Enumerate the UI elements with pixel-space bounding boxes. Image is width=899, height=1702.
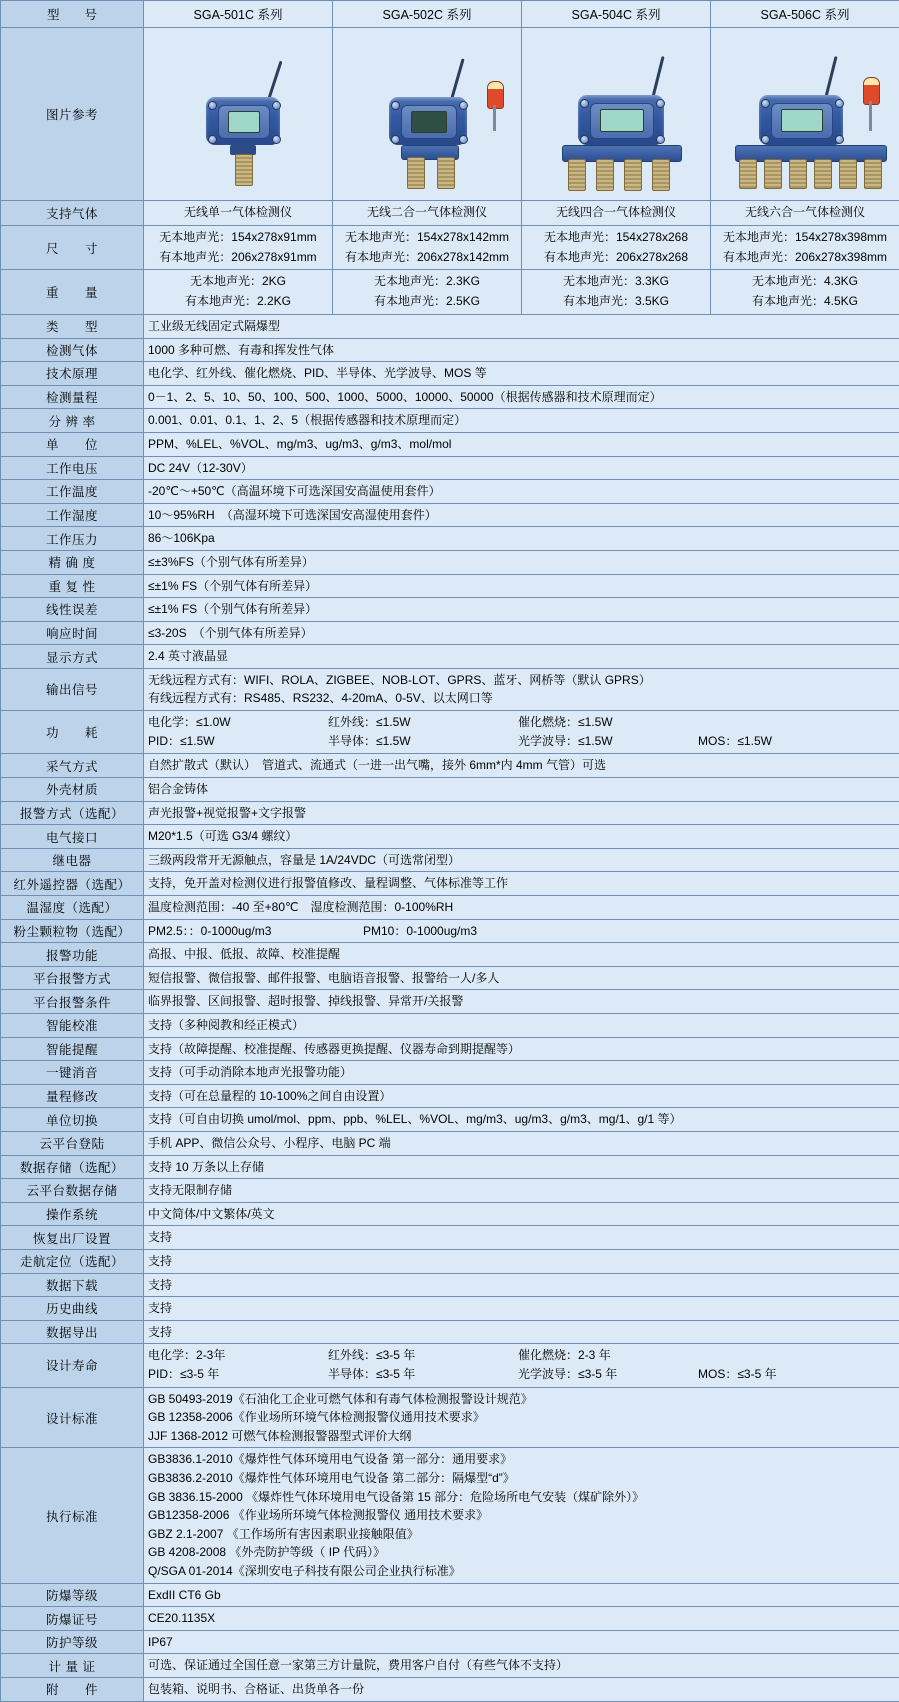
bolt-icon — [272, 101, 281, 110]
table-row-repeatability — [1, 574, 899, 598]
product-image-501c — [144, 28, 333, 201]
row-label-data-download: 数据下载 — [1, 1273, 144, 1297]
bolt-icon — [459, 135, 468, 144]
product-image-502c — [333, 28, 522, 201]
bolt-icon — [580, 135, 589, 144]
table-row-sampling — [1, 754, 899, 778]
alarm-pole — [869, 101, 872, 131]
support-gas-506c: 无线六合一气体检测仪 — [711, 201, 899, 226]
weight-no-alarm: 无本地声光：4.3KG — [715, 272, 895, 292]
bolt-icon — [391, 135, 400, 144]
row-label-work-temp: 工作温度 — [1, 480, 144, 504]
row-label-detect-gas: 检测气体 — [1, 338, 144, 362]
bolt-icon — [391, 101, 400, 110]
row-value-os: 中文简体/中文繁体/英文 — [144, 1202, 899, 1226]
power-value: ≤1.5W — [376, 734, 411, 748]
table-row-accuracy — [1, 550, 899, 574]
power-key: 半导体： — [328, 734, 376, 748]
row-value-shell-material: 铝合金铸体 — [144, 778, 899, 802]
exec-standard-line: GB3836.1-2010《爆炸性气体环境用电气设备 第一部分：通用要求》 — [148, 1450, 895, 1469]
row-label-output-signal: 输出信号 — [1, 668, 144, 710]
table-row-dust — [1, 919, 899, 943]
display-screen — [600, 109, 644, 132]
table-row-range-modify — [1, 1084, 899, 1108]
bolt-icon — [656, 99, 665, 108]
lifetime-optical — [518, 1365, 698, 1384]
design-standard-line: GB 50493-2019《石油化工企业可燃气体和有毒气体检测报警设计规范》 — [148, 1390, 895, 1409]
row-label-history-curve: 历史曲线 — [1, 1297, 144, 1321]
sensor-probe — [407, 157, 425, 189]
product-image-506c — [711, 28, 899, 201]
table-row-relay — [1, 848, 899, 872]
row-label-work-humidity: 工作湿度 — [1, 503, 144, 527]
row-label-range-modify: 量程修改 — [1, 1084, 144, 1108]
sensor-probe — [839, 159, 857, 189]
row-value-ex-cert-no: CE20.1135X — [144, 1607, 899, 1631]
row-value-response-time: ≤3-20S （个别气体有所差异） — [144, 621, 899, 645]
table-row-temp-humidity — [1, 896, 899, 920]
sensor-probe — [596, 159, 614, 191]
row-label-electrical-interface: 电气接口 — [1, 825, 144, 849]
lifetime-electrochemical — [148, 1346, 328, 1365]
row-value-range-modify: 支持（可在总量程的 10-100%之间自由设置） — [144, 1084, 899, 1108]
dust-line — [148, 922, 895, 941]
row-label-alarm-function: 报警功能 — [1, 943, 144, 967]
row-value-electrical-interface: M20*1.5（可选 G3/4 螺纹） — [144, 825, 899, 849]
detector-illustration-quad — [526, 35, 716, 195]
row-label-ex-grade: 防爆等级 — [1, 1583, 144, 1607]
row-label-lifetime: 设计寿命 — [1, 1344, 144, 1387]
row-label-repeatability: 重 复 性 — [1, 574, 144, 598]
lifetime-value: 2-3 年 — [578, 1348, 611, 1362]
lifetime-value: ≤3-5 年 — [376, 1367, 415, 1381]
table-row-platform-alarm-condition — [1, 990, 899, 1014]
bolt-icon — [272, 135, 281, 144]
weight-506c — [711, 270, 899, 315]
size-with-alarm: 有本地声光：206x278x268 — [526, 248, 706, 268]
weight-502c — [333, 270, 522, 315]
row-label-data-storage: 数据存储（选配） — [1, 1155, 144, 1179]
row-value-alarm-mode: 声光报警+视觉报警+文字报警 — [144, 801, 899, 825]
lifetime-catalytic — [518, 1346, 611, 1365]
table-row-one-key-mute — [1, 1061, 899, 1085]
table-row-response-time — [1, 621, 899, 645]
table-row-ex-cert-no — [1, 1607, 899, 1631]
row-value-temp-humidity: 温度检测范围：-40 至+80℃ 湿度检测范围：0-100%RH — [144, 896, 899, 920]
lifetime-key: 催化燃烧： — [518, 1348, 578, 1362]
row-value-accuracy: ≤±3%FS（个别气体有所差异） — [144, 550, 899, 574]
exec-standard-line: GB 3836.15-2000 《爆炸性气体环境用电气设备第 15 部分：危险场所电气安装（煤矿除外）》 — [148, 1488, 895, 1507]
table-row-weight — [1, 270, 899, 315]
lifetime-mos — [698, 1365, 777, 1384]
row-label-accuracy: 精 确 度 — [1, 550, 144, 574]
row-label-dust: 粉尘颗粒物（选配） — [1, 919, 144, 943]
row-value-platform-alarm-mode: 短信报警、微信报警、邮件报警、电脑语音报警、报警给一人/多人 — [144, 966, 899, 990]
row-label-support-gas: 支持气体 — [1, 201, 144, 226]
row-label-resolution: 分 辨 率 — [1, 409, 144, 433]
size-no-alarm: 无本地声光：154x278x142mm — [337, 228, 517, 248]
size-with-alarm: 有本地声光：206x278x398mm — [715, 248, 895, 268]
row-label-exec-standard: 执行标准 — [1, 1448, 144, 1583]
row-label-ex-cert-no: 防爆证号 — [1, 1607, 144, 1631]
row-label-factory-reset: 恢复出厂设置 — [1, 1226, 144, 1250]
row-label-data-export: 数据导出 — [1, 1320, 144, 1344]
row-value-cloud-login: 手机 APP、微信公众号、小程序、电脑 PC 端 — [144, 1131, 899, 1155]
bolt-icon — [656, 135, 665, 144]
sensor-probe — [652, 159, 670, 191]
sensor-probe — [739, 159, 757, 189]
table-row-power — [1, 711, 899, 754]
table-row-alarm-mode — [1, 801, 899, 825]
display-screen — [228, 111, 260, 133]
power-infrared — [328, 713, 518, 732]
sensor-probe — [437, 157, 455, 189]
table-row-cloud-storage — [1, 1179, 899, 1203]
lifetime-line-2 — [148, 1365, 895, 1384]
lifetime-value: ≤3-5 年 — [578, 1367, 617, 1381]
row-label-alarm-mode: 报警方式（选配） — [1, 801, 144, 825]
row-value-platform-alarm-condition: 临界报警、区间报警、超时报警、掉线报警、异常开/关报警 — [144, 990, 899, 1014]
bolt-icon — [835, 135, 844, 144]
row-value-alarm-function: 高报、中报、低报、故障、校准提醒 — [144, 943, 899, 967]
row-value-smart-calibration: 支持（多种阅教和经正模式） — [144, 1013, 899, 1037]
row-value-ip-grade: IP67 — [144, 1630, 899, 1654]
row-label-platform-alarm-mode: 平台报警方式 — [1, 966, 144, 990]
table-row-platform-alarm-mode — [1, 966, 899, 990]
row-label-response-time: 响应时间 — [1, 621, 144, 645]
display-screen — [781, 109, 823, 132]
table-row-design-standard — [1, 1387, 899, 1448]
row-label-smart-reminder: 智能提醒 — [1, 1037, 144, 1061]
row-label-type: 类 型 — [1, 314, 144, 338]
table-row-electrical-interface — [1, 825, 899, 849]
table-row-lifetime — [1, 1344, 899, 1387]
power-pid — [148, 732, 328, 751]
exec-standard-line: GB3836.2-2010《爆炸性气体环境用电气设备 第二部分：隔爆型“d”》 — [148, 1469, 895, 1488]
exec-standard-line: GB12358-2006 《作业场所环境气体检测报警仪 通用技术要求》 — [148, 1506, 895, 1525]
detector-illustration-hex — [715, 35, 899, 195]
support-gas-504c: 无线四合一气体检测仪 — [522, 201, 711, 226]
table-row-tech-principle — [1, 362, 899, 386]
row-label-weight: 重 量 — [1, 270, 144, 315]
lifetime-key: 光学波导： — [518, 1367, 578, 1381]
exec-standard-line: Q/SGA 01-2014《深圳安电子科技有限公司企业执行标准》 — [148, 1562, 895, 1581]
power-key: 催化燃烧： — [518, 715, 578, 729]
row-value-data-download: 支持 — [144, 1273, 899, 1297]
support-gas-501c: 无线单一气体检测仪 — [144, 201, 333, 226]
size-with-alarm: 有本地声光：206x278x91mm — [148, 248, 328, 268]
sensor-probe — [789, 159, 807, 189]
row-label-model: 型 号 — [1, 1, 144, 28]
weight-no-alarm: 无本地声光：2KG — [148, 272, 328, 292]
sensor-probe — [864, 159, 882, 189]
table-row-unit-switch — [1, 1108, 899, 1132]
power-key: 电化学： — [148, 715, 196, 729]
row-value-metrology-cert: 可选、保证通过全国任意一家第三方计量院，费用客户自付（有些气体不支持） — [144, 1654, 899, 1678]
sensor-probe — [568, 159, 586, 191]
row-label-tech-principle: 技术原理 — [1, 362, 144, 386]
row-value-tech-principle: 电化学、红外线、催化燃烧、PID、半导体、光学波导、MOS 等 — [144, 362, 899, 386]
product-image-504c — [522, 28, 711, 201]
row-label-platform-alarm-condition: 平台报警条件 — [1, 990, 144, 1014]
power-value: ≤1.0W — [196, 715, 231, 729]
row-value-mobile-positioning: 支持 — [144, 1249, 899, 1273]
power-line-1 — [148, 713, 895, 732]
row-value-unit-switch: 支持（可自由切换 umol/mol、ppm、ppb、%LEL、%VOL、mg/m3、ug/m3、g/m3、mg/1、g/1 等） — [144, 1108, 899, 1132]
table-row-smart-calibration — [1, 1013, 899, 1037]
table-row-ip-grade — [1, 1630, 899, 1654]
table-row-ex-grade — [1, 1583, 899, 1607]
power-line-2 — [148, 732, 895, 751]
weight-no-alarm: 无本地声光：2.3KG — [337, 272, 517, 292]
size-no-alarm: 无本地声光：154x278x268 — [526, 228, 706, 248]
bolt-icon — [580, 99, 589, 108]
weight-no-alarm: 无本地声光：3.3KG — [526, 272, 706, 292]
lifetime-value: ≤3-5 年 — [376, 1348, 415, 1362]
weight-with-alarm: 有本地声光：2.5KG — [337, 292, 517, 312]
table-row-os — [1, 1202, 899, 1226]
bolt-icon — [208, 101, 217, 110]
row-label-voltage: 工作电压 — [1, 456, 144, 480]
row-label-mobile-positioning: 走航定位（选配） — [1, 1249, 144, 1273]
design-standard-line: JJF 1368-2012 可燃气体检测报警器型式评价大纲 — [148, 1427, 895, 1446]
model-501c: SGA-501C 系列 — [144, 1, 333, 28]
weight-501c — [144, 270, 333, 315]
bolt-icon — [761, 99, 770, 108]
lifetime-key: 电化学： — [148, 1348, 196, 1362]
table-row-mobile-positioning — [1, 1249, 899, 1273]
table-row-model — [1, 1, 899, 28]
power-value: ≤1.5W — [737, 734, 772, 748]
lifetime-line-1 — [148, 1346, 895, 1365]
table-row-work-temp — [1, 480, 899, 504]
bolt-icon — [761, 135, 770, 144]
size-504c — [522, 225, 711, 270]
table-row-size — [1, 225, 899, 270]
row-label-power: 功 耗 — [1, 711, 144, 754]
row-value-unit: PPM、%LEL、%VOL、mg/m3、ug/m3、g/m3、mol/mol — [144, 432, 899, 456]
row-value-detect-gas: 1000 多种可燃、有毒和挥发性气体 — [144, 338, 899, 362]
row-value-accessories: 包装箱、说明书、合格证、出货单各一份 — [144, 1677, 899, 1701]
table-row-smart-reminder — [1, 1037, 899, 1061]
table-row-accessories — [1, 1677, 899, 1701]
size-501c — [144, 225, 333, 270]
sensor-probe — [764, 159, 782, 189]
row-value-repeatability: ≤±1% FS（个别气体有所差异） — [144, 574, 899, 598]
table-row-data-storage — [1, 1155, 899, 1179]
row-label-image-reference: 图片参考 — [1, 28, 144, 201]
support-gas-502c: 无线二合一气体检测仪 — [333, 201, 522, 226]
power-mos — [698, 732, 772, 751]
detector-illustration-single — [148, 35, 338, 195]
row-label-os: 操作系统 — [1, 1202, 144, 1226]
row-label-design-standard: 设计标准 — [1, 1387, 144, 1448]
row-value-relay: 三级两段常开无源触点，容量是 1A/24VDC（可选常闭型） — [144, 848, 899, 872]
weight-with-alarm: 有本地声光：3.5KG — [526, 292, 706, 312]
table-row-cloud-login — [1, 1131, 899, 1155]
lifetime-key: PID： — [148, 1367, 180, 1381]
row-value-one-key-mute: 支持（可手动消除本地声光报警功能） — [144, 1061, 899, 1085]
alarm-pole — [493, 105, 496, 131]
row-label-unit-switch: 单位切换 — [1, 1108, 144, 1132]
size-no-alarm: 无本地声光：154x278x398mm — [715, 228, 895, 248]
row-value-factory-reset: 支持 — [144, 1226, 899, 1250]
row-value-resolution: 0.001、0.01、0.1、1、2、5（根据传感器和技术原理而定） — [144, 409, 899, 433]
row-value-data-storage: 支持 10 万条以上存储 — [144, 1155, 899, 1179]
row-label-display: 显示方式 — [1, 645, 144, 669]
table-row-type — [1, 314, 899, 338]
row-value-history-curve: 支持 — [144, 1297, 899, 1321]
table-row-work-pressure — [1, 527, 899, 551]
row-label-range: 检测量程 — [1, 385, 144, 409]
power-semiconductor — [328, 732, 518, 751]
table-row-alarm-function — [1, 943, 899, 967]
row-value-exec-standard — [144, 1448, 899, 1583]
table-row-data-export — [1, 1320, 899, 1344]
power-key: MOS： — [698, 734, 737, 748]
row-label-shell-material: 外壳材质 — [1, 778, 144, 802]
row-value-ex-grade: ExdII CT6 Gb — [144, 1583, 899, 1607]
table-row-ir-remote — [1, 872, 899, 896]
lifetime-value: 2-3年 — [196, 1348, 225, 1362]
dust-pm25: PM2.5：：0-1000ug/m3 — [148, 922, 363, 941]
row-label-ip-grade: 防护等级 — [1, 1630, 144, 1654]
power-key: 光学波导： — [518, 734, 578, 748]
weight-with-alarm: 有本地声光：4.5KG — [715, 292, 895, 312]
power-value: ≤1.5W — [180, 734, 215, 748]
bolt-icon — [208, 135, 217, 144]
lifetime-value: ≤3-5 年 — [737, 1367, 776, 1381]
size-506c — [711, 225, 899, 270]
display-screen — [411, 111, 447, 133]
lifetime-infrared — [328, 1346, 518, 1365]
row-value-smart-reminder: 支持（故障提醒、校准提醒、传感器更换提醒、仪器寿命到期提醒等） — [144, 1037, 899, 1061]
row-label-size: 尺 寸 — [1, 225, 144, 270]
exec-standard-line: GB 4208-2008 《外壳防护等级（ IP 代码）》 — [148, 1543, 895, 1562]
power-key: PID： — [148, 734, 180, 748]
size-502c — [333, 225, 522, 270]
output-signal-wired: 有线远程方式有：RS485、RS232、4-20mA、0-5V、以太网口等 — [148, 689, 895, 708]
row-value-work-temp: -20℃～+50℃（高温环境下可选深国安高温使用套件） — [144, 480, 899, 504]
sensor-probe — [235, 154, 253, 186]
table-row-exec-standard — [1, 1448, 899, 1583]
power-electrochemical — [148, 713, 328, 732]
sensor-probe — [814, 159, 832, 189]
row-label-one-key-mute: 一键消音 — [1, 1061, 144, 1085]
row-label-ir-remote: 红外遥控器（选配） — [1, 872, 144, 896]
bolt-icon — [835, 99, 844, 108]
sensor-probe — [624, 159, 642, 191]
table-row-detect-gas — [1, 338, 899, 362]
table-row-data-download — [1, 1273, 899, 1297]
table-row-shell-material — [1, 778, 899, 802]
power-catalytic — [518, 713, 613, 732]
row-value-voltage: DC 24V（12-30V） — [144, 456, 899, 480]
row-label-cloud-storage: 云平台数据存储 — [1, 1179, 144, 1203]
power-optical — [518, 732, 698, 751]
row-value-cloud-storage: 支持无限制存储 — [144, 1179, 899, 1203]
row-label-work-pressure: 工作压力 — [1, 527, 144, 551]
row-label-smart-calibration: 智能校准 — [1, 1013, 144, 1037]
row-label-temp-humidity: 温湿度（选配） — [1, 896, 144, 920]
row-value-dust — [144, 919, 899, 943]
lifetime-value: ≤3-5 年 — [180, 1367, 219, 1381]
table-row-unit — [1, 432, 899, 456]
row-label-sampling: 采气方式 — [1, 754, 144, 778]
model-506c: SGA-506C 系列 — [711, 1, 899, 28]
row-value-display: 2.4 英寸液晶显 — [144, 645, 899, 669]
power-value: ≤1.5W — [578, 715, 613, 729]
row-value-linearity: ≤±1% FS（个别气体有所差异） — [144, 598, 899, 622]
row-label-linearity: 线性误差 — [1, 598, 144, 622]
row-value-type: 工业级无线固定式隔爆型 — [144, 314, 899, 338]
table-row-resolution — [1, 409, 899, 433]
row-label-accessories: 附 件 — [1, 1677, 144, 1701]
model-504c: SGA-504C 系列 — [522, 1, 711, 28]
table-row-images — [1, 28, 899, 201]
lifetime-semiconductor — [328, 1365, 518, 1384]
row-value-sampling: 自然扩散式（默认） 管道式、流通式（一进一出气嘴，接外 6mm*内 4mm 气管）可选 — [144, 754, 899, 778]
row-value-output-signal — [144, 668, 899, 710]
table-row-voltage — [1, 456, 899, 480]
size-with-alarm: 有本地声光：206x278x142mm — [337, 248, 517, 268]
row-value-design-standard — [144, 1387, 899, 1448]
table-row-output-signal — [1, 668, 899, 710]
weight-504c — [522, 270, 711, 315]
model-502c: SGA-502C 系列 — [333, 1, 522, 28]
table-row-linearity — [1, 598, 899, 622]
table-row-factory-reset — [1, 1226, 899, 1250]
row-value-range: 0－1、2、5、10、50、100、500、1000、5000、10000、50000（根据传感器和技术原理而定） — [144, 385, 899, 409]
table-row-history-curve — [1, 1297, 899, 1321]
power-value: ≤1.5W — [578, 734, 613, 748]
row-label-relay: 继电器 — [1, 848, 144, 872]
weight-with-alarm: 有本地声光：2.2KG — [148, 292, 328, 312]
row-label-unit: 单 位 — [1, 432, 144, 456]
row-value-ir-remote: 支持，免开盖对检测仪进行报警值修改、量程调整、气体标准等工作 — [144, 872, 899, 896]
lifetime-key: MOS： — [698, 1367, 737, 1381]
table-row-range — [1, 385, 899, 409]
dust-pm10: PM10：0-1000ug/m3 — [363, 922, 477, 941]
table-row-work-humidity — [1, 503, 899, 527]
row-value-work-humidity: 10～95%RH （高湿环境下可选深国安高湿使用套件） — [144, 503, 899, 527]
row-value-data-export: 支持 — [144, 1320, 899, 1344]
lifetime-key: 红外线： — [328, 1348, 376, 1362]
output-signal-wireless: 无线远程方式有：WIFI、ROLA、ZIGBEE、NOB-LOT、GPRS、蓝牙、网桥等（默认 GPRS） — [148, 671, 895, 690]
row-label-cloud-login: 云平台登陆 — [1, 1131, 144, 1155]
detector-illustration-dual — [337, 35, 527, 195]
exec-standard-line: GBZ 2.1-2007 《工作场所有害因素职业接触限值》 — [148, 1525, 895, 1544]
table-row-display — [1, 645, 899, 669]
power-key: 红外线： — [328, 715, 376, 729]
lifetime-key: 半导体： — [328, 1367, 376, 1381]
row-value-work-pressure: 86～106Kpa — [144, 527, 899, 551]
power-value: ≤1.5W — [376, 715, 411, 729]
size-no-alarm: 无本地声光：154x278x91mm — [148, 228, 328, 248]
row-label-metrology-cert: 计 量 证 — [1, 1654, 144, 1678]
row-value-lifetime — [144, 1344, 899, 1387]
table-row-metrology-cert — [1, 1654, 899, 1678]
lifetime-pid — [148, 1365, 328, 1384]
bolt-icon — [459, 101, 468, 110]
row-value-power — [144, 711, 899, 754]
table-row-support-gas — [1, 201, 899, 226]
design-standard-line: GB 12358-2006《作业场所环境气体检测报警仪通用技术要求》 — [148, 1408, 895, 1427]
